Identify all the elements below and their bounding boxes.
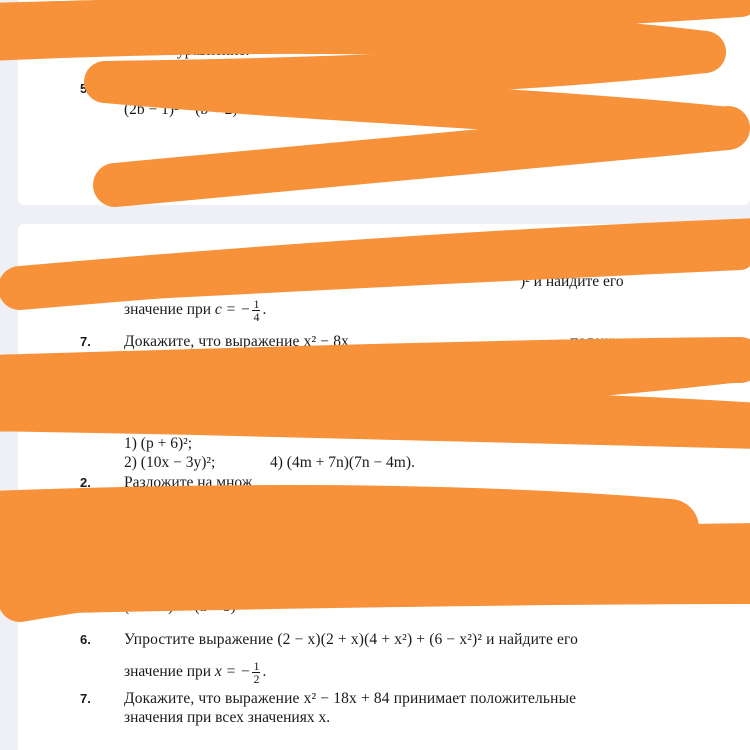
bottom-fragment-line: )² и найдите его [520,273,624,290]
value-line: значение при x = − $\frac{1}{2}$ . [124,659,267,686]
value-line: значение при c = − $\frac{1}{4}$ . [124,297,267,324]
item-number: 4. [80,552,91,567]
item-number: 7. [80,334,91,349]
expression: (2b − 1)² − (b + 2)². [124,101,247,118]
item-text: Решите уравнение: [124,42,250,59]
fraction: $\frac{1}{4}$ [253,297,260,324]
item-text: Разложите на множ [124,474,253,491]
item-text: Решите [124,551,174,568]
item-text: Докажите, что выражение x² − 8x [124,333,350,350]
item-number: 4. [80,43,91,58]
item-fragment: положительные [570,333,674,350]
item-number: 2. [80,475,91,490]
fraction: $\frac{1}{2}$ [253,659,260,686]
item-text: Упростите выражение (2 − x)(2 + x)(4 + x²) + (6 − x²)² и найдите его [124,631,579,648]
item-number: 5 [80,81,88,96]
item-number: 6. [80,632,91,647]
top-fragment-line: 15a² − 24ab + 9b². [290,0,405,17]
item-number: 7. [80,691,91,706]
item-text: Докажите, что выражение x² − 18x + 84 принимает положительные [124,690,577,707]
top-bottom-fragment: 160 [362,142,386,159]
variant-heading: Вариант 4 [337,387,413,404]
item-fragment: ачение: [440,80,489,97]
